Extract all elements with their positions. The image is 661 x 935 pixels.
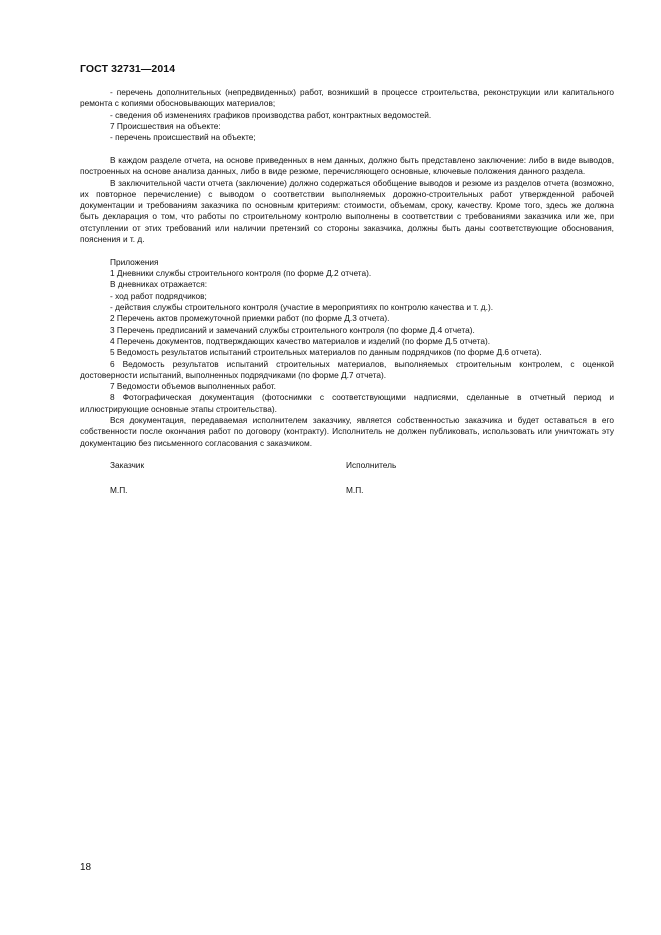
appendix-item: 7 Ведомости объемов выполненных работ. [110, 381, 276, 392]
document-body [80, 87, 614, 496]
signature-seals [80, 485, 614, 496]
list-item: - ход работ подрядчиков; [110, 290, 207, 301]
appendix-item: 8 Фотографическая документация (фотоснимки с соответствующими надписями, сделанные в отчетный период и иллюстрирующие основные этапы строительства). [80, 392, 614, 414]
appendix-item: 1 Дневники службы строительного контроля (по форме Д.2 отчета). [110, 268, 372, 279]
paragraph: В заключительной части отчета (заключение) должно содержаться обобщение выводов и резюме из разделов отчета (возможно, их повторное перечисление) с выводом о соответствии выполняемых дорожно-строительных работ утвержденной рабочей документации и требованиям заказчика по основным критериям: стоимости, объемам, сроку, качеству. Кроме того, здесь же должна быть декларация о том, что работы по строительному контролю выполнены в соответствии с требованиями заказчика или же, при отступлении от этих требований или наличии претензий со стороны заказчика, должны быть даны соответствующие обоснования, пояснения и т. д. [80, 177, 614, 245]
paragraph-gap [80, 143, 614, 155]
list-item: - перечень происшествий на объекте; [110, 132, 256, 143]
appendix-item: 5 Ведомость результатов испытаний строительных материалов по данным подрядчиков (по форме Д.6 отчета). [110, 347, 542, 358]
page-number: 18 [80, 862, 92, 873]
signature-gap [80, 472, 614, 485]
customer-seal: М.П. [110, 484, 128, 495]
contractor-seal: М.П. [346, 484, 364, 495]
paragraph: Вся документация, передаваемая исполнителем заказчику, является собственностью заказчика и будет оставаться в его собственности после окончания работ по договору (контракту). Исполнитель не должен публиковать, использовать или уничтожать эту документацию без письменного согласования с заказчиком. [80, 415, 614, 448]
list-item: В дневниках отражается: [110, 279, 207, 290]
document-header: ГОСТ 32731—2014 [80, 63, 176, 75]
appendix-item: 6 Ведомость результатов испытаний строительных материалов, выполняемых строительным контролем, с оценкой достоверности испытаний, выполненных подрядчиками (по форме Д.7 отчета). [80, 358, 614, 380]
appendices-title: Приложения [110, 256, 159, 267]
paragraph: В каждом разделе отчета, на основе приведенных в нем данных, должно быть представлено заключение: либо в виде выводов, построенных на основе анализа данных, либо в виде резюме, перечисляющего основные, ключевые положения данного раздела. [80, 154, 614, 177]
list-item: 7 Происшествия на объекте: [110, 120, 221, 131]
paragraph-gap [80, 245, 614, 257]
appendix-item: 2 Перечень актов промежуточной приемки работ (по форме Д.3 отчета). [110, 313, 390, 324]
paragraph-gap [80, 449, 614, 461]
appendix-item: 4 Перечень документов, подтверждающих качество материалов и изделий (по форме Д.5 отчета). [110, 335, 491, 346]
list-item: - действия службы строительного контроля (участие в мероприятиях по контролю качества и т. д.). [110, 302, 494, 313]
customer-label: Заказчик [110, 460, 145, 471]
contractor-label: Исполнитель [346, 460, 397, 471]
signature-labels [80, 460, 614, 471]
appendix-item: 3 Перечень предписаний и замечаний службы строительного контроля (по форме Д.4 отчета). [110, 324, 475, 335]
list-item: - сведения об изменениях графиков производства работ, контрактных ведомостей. [110, 109, 432, 120]
list-item: - перечень дополнительных (непредвиденных) работ, возникший в процессе строительства, реконструкции или капитального ремонта с копиями обосновывающих материалов; [80, 87, 614, 109]
